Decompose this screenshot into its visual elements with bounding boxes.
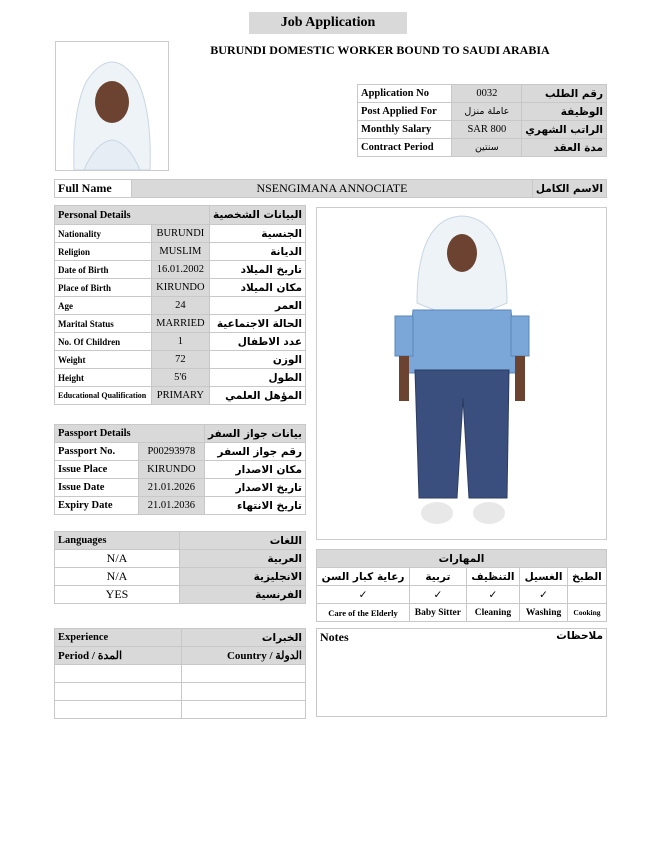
document-title: Job Application: [249, 12, 407, 34]
issue-date-value: 21.01.2026: [138, 479, 204, 497]
marital-value: MARRIED: [151, 315, 209, 333]
skill-washing: Washing: [520, 604, 568, 622]
table-row: [55, 701, 306, 719]
languages-table: [54, 531, 306, 604]
full-name-value: NSENGIMANA ANNOCIATE: [132, 180, 533, 198]
skill-cleaning: Cleaning: [466, 604, 519, 622]
children-value: 1: [151, 333, 209, 351]
marital-label-ar: الحالة الاجتماعية: [210, 315, 306, 333]
dob-value: 16.01.2002: [151, 261, 209, 279]
table-row: [55, 568, 306, 586]
age-label: Age: [55, 297, 152, 315]
table-row: [55, 333, 306, 351]
skill-washing-ar: الغسيل: [520, 568, 568, 586]
pob-value: KIRUNDO: [151, 279, 209, 297]
table-row: [358, 139, 607, 157]
age-label-ar: العمر: [210, 297, 306, 315]
passport-no-label: Passport No.: [55, 443, 139, 461]
post-label: Post Applied For: [358, 103, 452, 121]
check-icon: ✓: [520, 586, 568, 604]
religion-label: Religion: [55, 243, 152, 261]
pob-label: Place of Birth: [55, 279, 152, 297]
post-value: عاملة منزل: [452, 103, 522, 121]
languages-title-ar: اللغات: [180, 532, 306, 550]
application-no-label-ar: رقم الطلب: [522, 85, 607, 103]
application-no-value: 0032: [452, 85, 522, 103]
skill-cooking-ar: الطبخ: [567, 568, 606, 586]
english-label-ar: الانجليزية: [180, 568, 306, 586]
children-label-ar: عدد الاطفال: [210, 333, 306, 351]
height-label-ar: الطول: [210, 369, 306, 387]
check-icon: ✓: [410, 586, 467, 604]
weight-label-ar: الوزن: [210, 351, 306, 369]
expiry-date-value: 21.01.2036: [138, 497, 204, 515]
skill-elderly-ar: رعاية كبار السن: [317, 568, 410, 586]
table-row: [55, 550, 306, 568]
contract-label-ar: مدة العقد: [522, 139, 607, 157]
table-row: [358, 85, 607, 103]
full-name-row: [54, 179, 607, 198]
weight-value: 72: [151, 351, 209, 369]
skill-babysitter: Baby Sitter: [410, 604, 467, 622]
passport-title-ar: بيانات جواز السفر: [204, 425, 305, 443]
passport-no-label-ar: رقم جواز السفر: [204, 443, 305, 461]
french-label-ar: الفرنسية: [180, 586, 306, 604]
personal-details-title: Personal Details: [55, 206, 210, 225]
contract-value: سنتين: [452, 139, 522, 157]
pob-label-ar: مكان الميلاد: [210, 279, 306, 297]
personal-details-table: [54, 205, 306, 405]
age-value: 24: [151, 297, 209, 315]
salary-value: SAR 800: [452, 121, 522, 139]
arabic-value: N/A: [55, 550, 180, 568]
notes-title-ar: ملاحظات: [556, 630, 603, 642]
height-value: 5'6: [151, 369, 209, 387]
skill-cooking: Cooking: [567, 604, 606, 622]
full-body-photo: [316, 207, 607, 540]
check-icon: ✓: [466, 586, 519, 604]
table-row: [55, 297, 306, 315]
skill-babysitter-ar: تربية: [410, 568, 467, 586]
country-header: Country / الدولة: [182, 647, 306, 665]
expiry-date-label-ar: تاريخ الانتهاء: [204, 497, 305, 515]
weight-label: Weight: [55, 351, 152, 369]
dob-label: Date of Birth: [55, 261, 152, 279]
religion-label-ar: الديانة: [210, 243, 306, 261]
table-row: [55, 261, 306, 279]
application-no-label: Application No: [358, 85, 452, 103]
marital-label: Marital Status: [55, 315, 152, 333]
full-name-label: Full Name: [55, 180, 132, 198]
experience-table: [54, 628, 306, 719]
table-row: [55, 586, 306, 604]
skill-cleaning-ar: التنظيف: [466, 568, 519, 586]
arabic-label-ar: العربية: [180, 550, 306, 568]
personal-details-title-ar: البيانات الشخصية: [210, 206, 306, 225]
nationality-label: Nationality: [55, 225, 152, 243]
application-table: [357, 84, 607, 157]
passport-no-value: P00293978: [138, 443, 204, 461]
skills-table: [316, 549, 607, 622]
issue-date-label: Issue Date: [55, 479, 139, 497]
table-row: [55, 461, 306, 479]
dob-label-ar: تاريخ الميلاد: [210, 261, 306, 279]
table-row: [55, 369, 306, 387]
notes-box: [316, 628, 607, 717]
english-value: N/A: [55, 568, 180, 586]
education-label-ar: المؤهل العلمي: [210, 387, 306, 405]
period-header: Period / المدة: [55, 647, 182, 665]
issue-date-label-ar: تاريخ الاصدار: [204, 479, 305, 497]
issue-place-label-ar: مكان الاصدار: [204, 461, 305, 479]
full-name-label-ar: الاسم الكامل: [532, 180, 606, 198]
passport-table: [54, 424, 306, 515]
table-row: [55, 497, 306, 515]
table-row: [55, 243, 306, 261]
table-row: [55, 479, 306, 497]
languages-title: Languages: [55, 532, 180, 550]
check-icon: ✓: [317, 586, 410, 604]
table-row: [55, 315, 306, 333]
check-icon: [567, 586, 606, 604]
salary-label: Monthly Salary: [358, 121, 452, 139]
table-row: [55, 387, 306, 405]
table-row: [55, 443, 306, 461]
post-label-ar: الوظيفة: [522, 103, 607, 121]
table-row: [55, 279, 306, 297]
table-row: [55, 351, 306, 369]
salary-label-ar: الراتب الشهري: [522, 121, 607, 139]
french-value: YES: [55, 586, 180, 604]
issue-place-label: Issue Place: [55, 461, 139, 479]
height-label: Height: [55, 369, 152, 387]
table-row: [55, 683, 306, 701]
nationality-label-ar: الجنسية: [210, 225, 306, 243]
nationality-value: BURUNDI: [151, 225, 209, 243]
experience-title-ar: الخبرات: [182, 629, 306, 647]
education-label: Educational Qualification: [55, 387, 152, 405]
passport-title: Passport Details: [55, 425, 205, 443]
portrait-photo: [55, 41, 169, 171]
document-subtitle: BURUNDI DOMESTIC WORKER BOUND TO SAUDI ARABIA: [210, 43, 550, 57]
skills-title-ar: المهارات: [317, 550, 607, 568]
expiry-date-label: Expiry Date: [55, 497, 139, 515]
children-label: No. Of Children: [55, 333, 152, 351]
skill-elderly: Care of the Elderly: [317, 604, 410, 622]
contract-label: Contract Period: [358, 139, 452, 157]
education-value: PRIMARY: [151, 387, 209, 405]
religion-value: MUSLIM: [151, 243, 209, 261]
table-row: [55, 665, 306, 683]
table-row: [55, 225, 306, 243]
table-row: [358, 103, 607, 121]
experience-title: Experience: [55, 629, 182, 647]
issue-place-value: KIRUNDO: [138, 461, 204, 479]
notes-title: Notes: [320, 630, 349, 644]
table-row: [358, 121, 607, 139]
